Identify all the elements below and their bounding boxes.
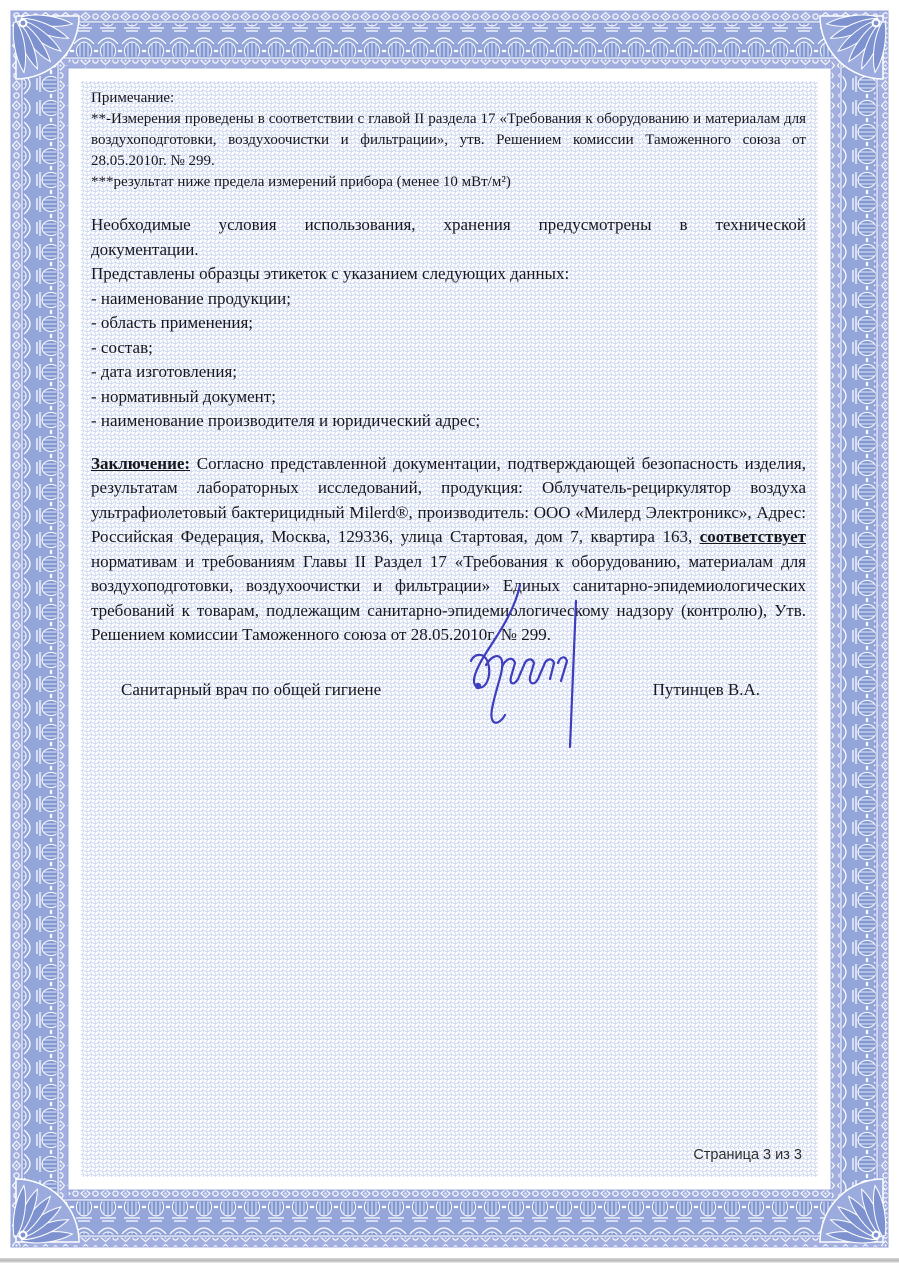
list-item: - область применения; — [91, 313, 254, 332]
list-item: - наименование продукции; — [91, 288, 291, 308]
conclusion-paragraph — [91, 452, 806, 648]
labels-intro: Представлены образцы этикеток с указанием следующих данных: — [91, 264, 570, 283]
text-layer — [81, 81, 818, 1177]
corner-fan-ornament-bottom-right — [820, 1179, 888, 1246]
list-item: - состав; — [91, 337, 153, 357]
page-edge-shadow — [0, 1258, 899, 1263]
conclusion-text-after: нормативам и требованиям Главы II Раздел 17 «Требования к оборудованию, материалам для воздухоподготовки, воздухоочистки и фильтрации» Единых санитарно-эпидемиологических требований к товарам, подлежащим санитарно-эпидемиологическому надзору (контролю), Утв. Решением комиссии Таможенного союза от 28.05.2010г. № 299. — [91, 551, 806, 644]
signatory-role: Санитарный врач по общей гигиене — [121, 679, 382, 699]
conclusion-emphasis: соответствует — [699, 527, 806, 546]
label-items-list — [91, 287, 806, 434]
handwritten-signature — [456, 579, 606, 759]
conclusion-text-before: Согласно представленной документации, подтверждающей безопасность изделия, результатам лабораторных исследований, продукция: Облучатель-рециркулятор воздуха ультрафиолетовый бактерицидный Milerd®, производитель: ООО «Милерд Электроникс», Адрес: Российская Федерация, Москва, 129336, улица Стартовая, дом 7, квартира 163, — [91, 453, 806, 546]
note-measurement-text: **-Измерения проведены в соответствии с главой II раздела 17 «Требования к оборудованию и материалам для воздухоподготовки, воздухоочистки и фильтрации», утв. Решением комиссии Таможенного союза от 28.05.2010г. № 299. — [91, 111, 806, 169]
signatory-name: Путинцев В.А. — [652, 679, 760, 699]
signature-row — [91, 678, 806, 702]
note-title: Примечание: — [91, 90, 175, 106]
list-item: - наименование производителя и юридический адрес; — [91, 411, 481, 430]
list-item: - дата изготовления; — [91, 362, 238, 381]
content-area — [81, 81, 818, 1177]
corner-fan-ornament-bottom-left — [11, 1179, 79, 1246]
conditions-paragraph: Необходимые условия использования, хранения предусмотрены в технической документации. — [91, 215, 806, 259]
note-section — [91, 88, 806, 193]
corner-fan-ornament-top-left — [11, 12, 79, 79]
page-number-indicator: Страница 3 из 3 — [693, 1147, 802, 1163]
note-result-text: ***результат ниже предела измерений прибора (менее 10 мВт/м²) — [91, 174, 511, 190]
conclusion-label: Заключение: — [91, 453, 191, 473]
list-item: - нормативный документ; — [91, 386, 276, 406]
corner-fan-ornament-top-right — [820, 12, 888, 79]
